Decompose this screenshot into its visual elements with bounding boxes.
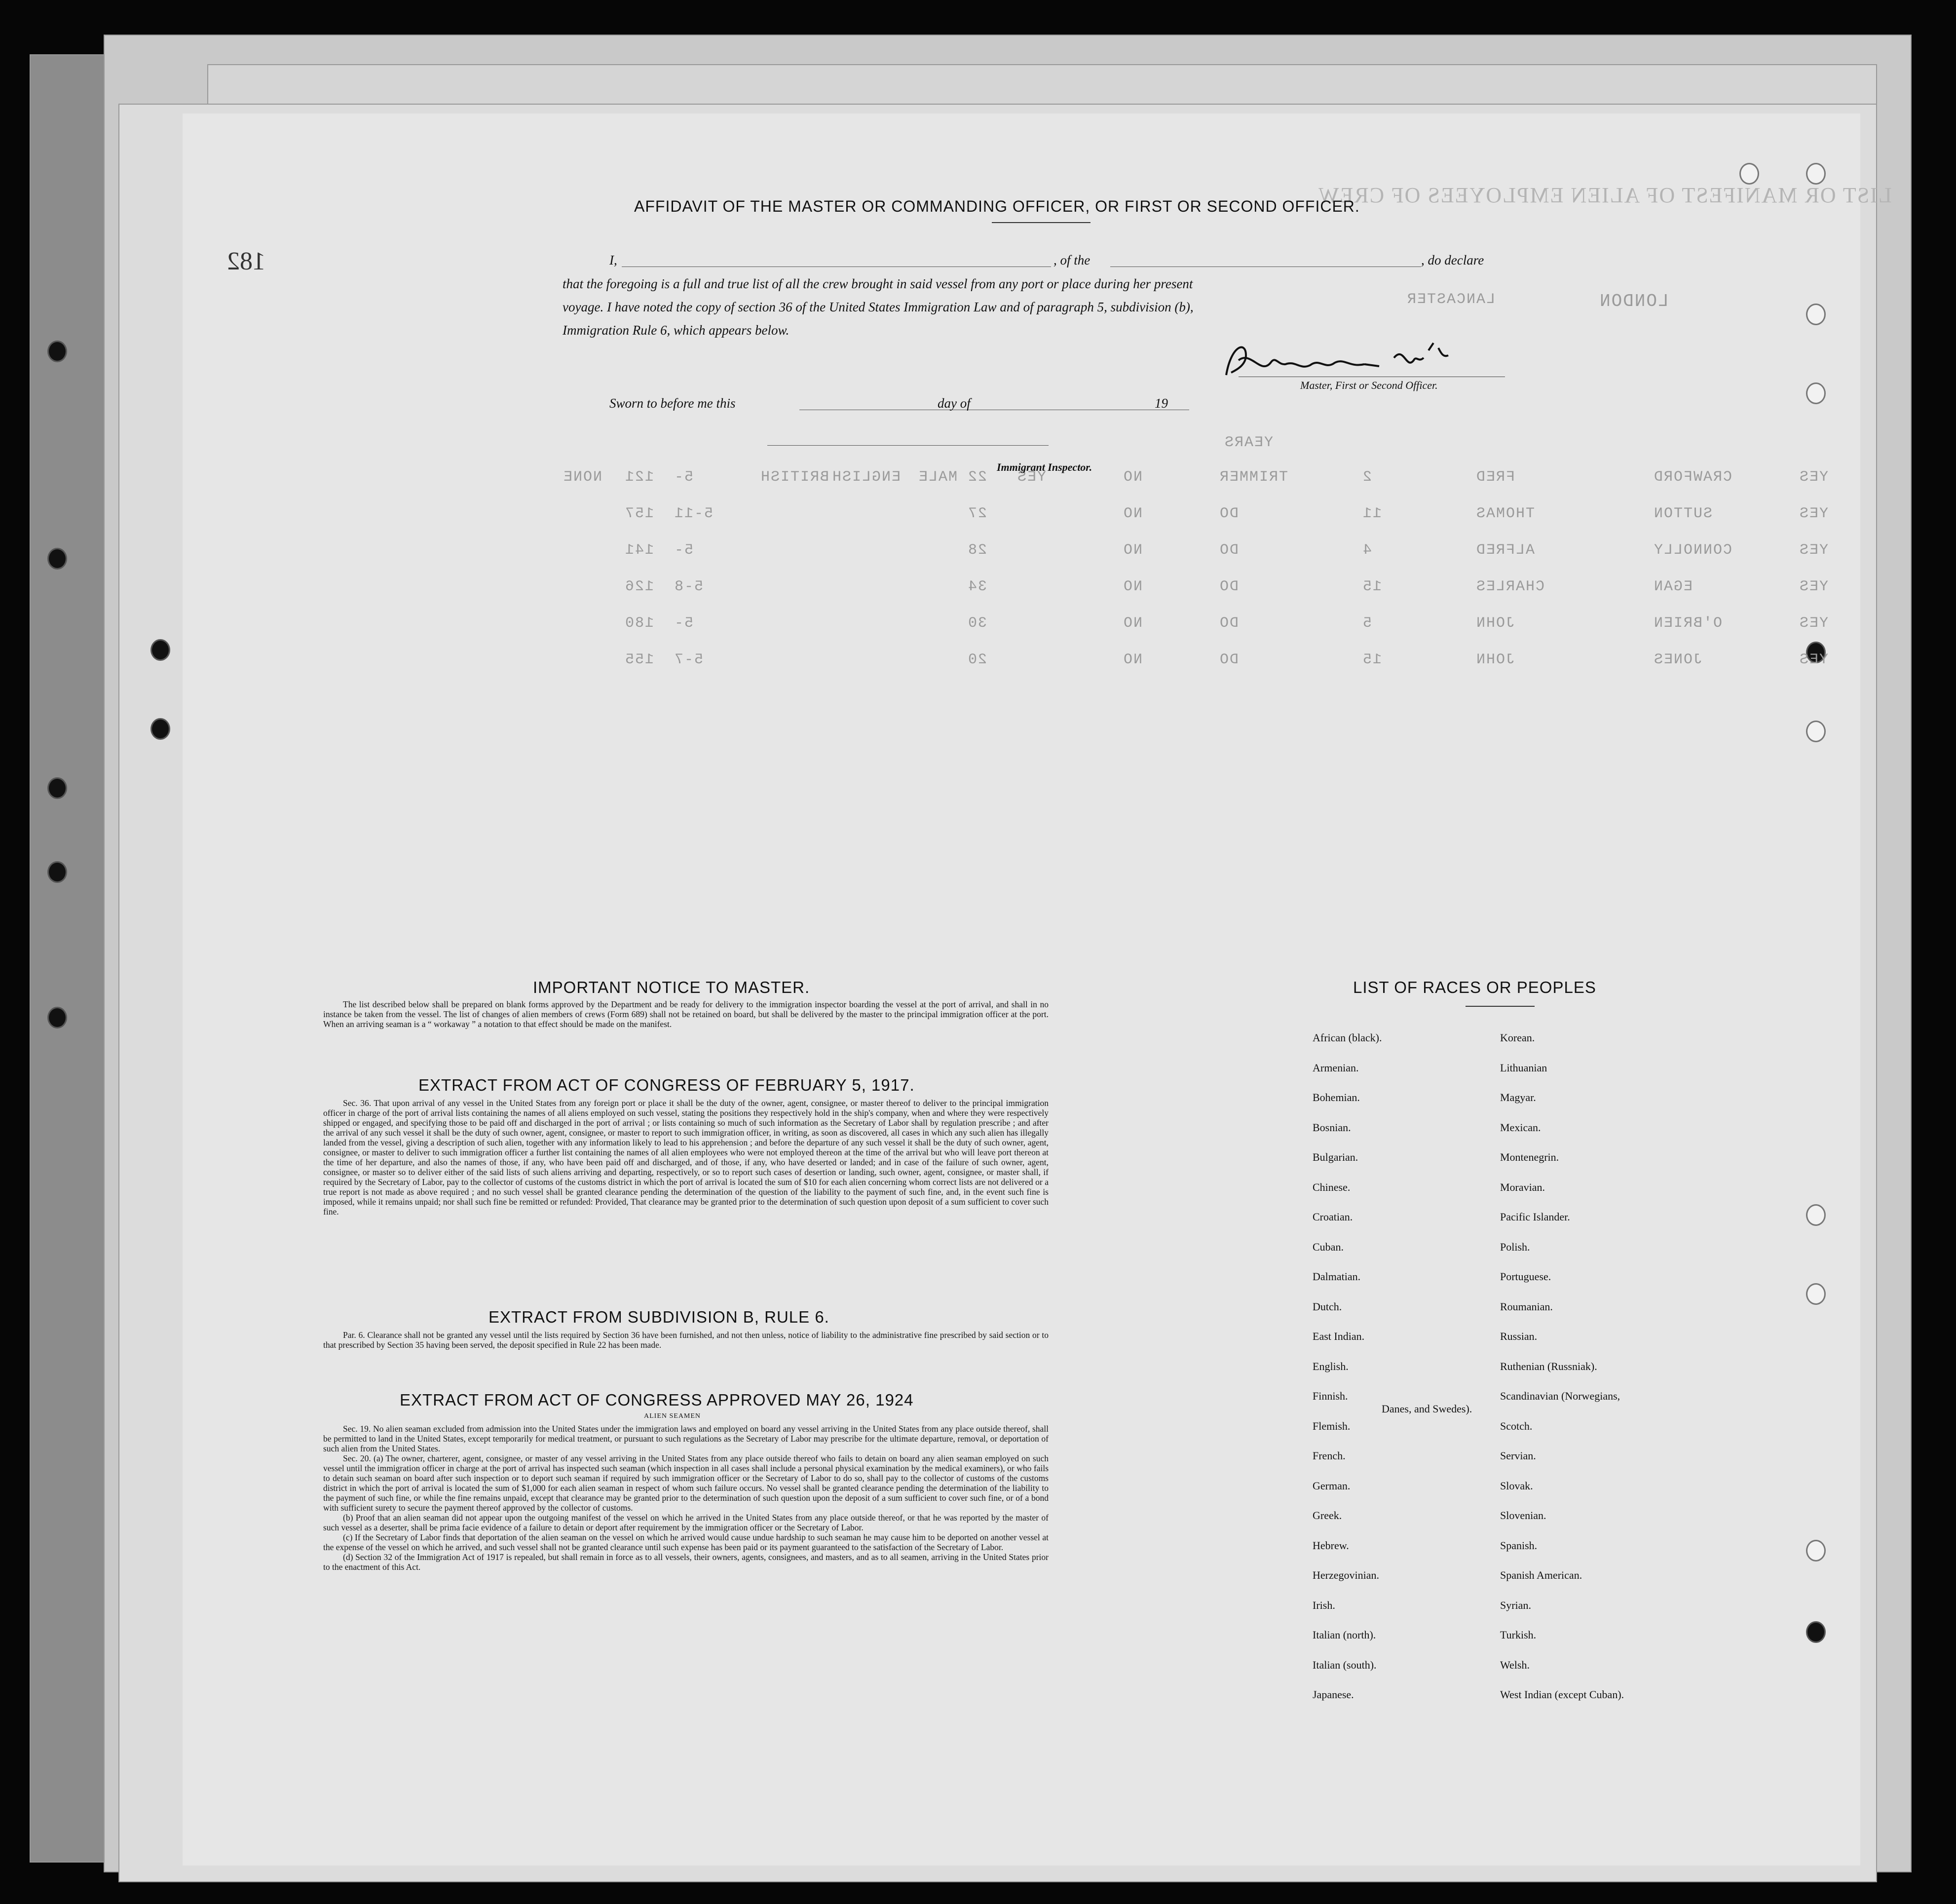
bleed-through-cell: THOMAS: [1475, 505, 1535, 522]
bleed-through-cell: NO: [1123, 578, 1143, 595]
extract-1924-subtitle: ALIEN SEAMEN: [644, 1412, 701, 1420]
race-item: Ruthenian (Russniak).: [1500, 1360, 1597, 1372]
bleed-through-cell: 4: [1362, 542, 1372, 559]
bleed-through-cell: YES: [1799, 651, 1829, 668]
race-item: Dutch.: [1313, 1300, 1342, 1313]
bleed-through-title: LIST OR MANIFEST OF ALIEN EMPLOYEES OF CREW: [1317, 183, 1892, 207]
race-item: Irish.: [1313, 1599, 1335, 1611]
extract-1917-paragraph: Sec. 36. That upon arrival of any vessel in the United States from any foreign port or place it shall be the duty of the owner, agent, consignee, or master thereof to deliver to the principal immigration officer in charge of the port of arrival lists containing the names of all aliens employed on such vessel, stating the positions they respectively hold in the ship's company, when and where they were respectively shipped or engaged, and specifying those to be paid off and discharged in the port of arrival ; or lists containing so much of such information as the Secretary of Labor shall by regulation prescribe ; and after the arrival of any such vessel it shall be the duty of such owner, agent, consignee, or master to report to such immigration officer, in writing, as soon as discovered, all cases in which any such alien has illegally landed from the vessel, giving a description of such alien, together with any information likely to lead to his apprehension ; and before the departure of any such vessel it shall be the duty of such owner, agent, consignee, or master to deliver to such immigration officer a further list containing the names of all alien employees who were not employed thereon at the time of the arrival but who will leave port thereon at the time of her departure, and also the names of those, if any, who have been paid off and discharged, and of those, if any, who have deserted or landed; and in case of the failure of such owner, agent, consignee, or master so to deliver either of the said lists of such aliens arriving and departing, respectively, or so to report such cases of desertion or landing, such owner, agent, consignee, or master shall, if required by the Secretary of Labor, pay to the collector of customs of the customs district in which the port of arrival is located the sum of $10 for each alien concerning whom correct lists are not delivered or a true report is not made as above required ; and no such vessel shall be granted clearance pending the determination of the question of the liability to the payment of such fine, and, in the event such fine is imposed, while it remains unpaid; nor shall such fine be remitted or refunded: Provided, That clearance may be granted prior to the determination of such question upon deposit of a sum sufficient to cover such fine.: [323, 1098, 1049, 1217]
race-item: Italian (south).: [1313, 1658, 1377, 1671]
punch-hole: [1806, 1204, 1826, 1226]
punch-hole: [1739, 163, 1759, 185]
bleed-through-cell: 34: [967, 578, 987, 595]
race-item: Greek.: [1313, 1509, 1342, 1522]
bleed-through-cell: BRITISH: [760, 469, 829, 486]
race-item: Polish.: [1500, 1240, 1530, 1253]
bleed-through-cell: 22: [967, 469, 987, 486]
race-item: Portuguese.: [1500, 1270, 1551, 1283]
binder-hole: [47, 548, 67, 570]
race-item: Korean.: [1500, 1031, 1535, 1044]
binder-hole: [47, 861, 67, 883]
bleed-through-cell: 121: [624, 469, 654, 486]
bleed-through-cell: JOHN: [1475, 651, 1515, 668]
signature-caption: Master, First or Second Officer.: [1300, 379, 1438, 391]
race-item: Croatian.: [1313, 1211, 1353, 1223]
race-item: Bohemian.: [1313, 1091, 1360, 1104]
bleed-through-cell: YES: [1016, 469, 1047, 486]
bleed-through-cell: O'BRIEN: [1653, 615, 1723, 632]
bleed-through-cell: NO: [1123, 469, 1143, 486]
bleed-through-cell: YES: [1799, 615, 1829, 632]
affidavit-title: AFFIDAVIT OF THE MASTER OR COMMANDING OFFICER, OR FIRST OR SECOND OFFICER.: [634, 197, 1360, 215]
race-item: Italian (north).: [1313, 1629, 1376, 1641]
bleed-through-cell: CHARLES: [1475, 578, 1545, 595]
bleed-through-cell: 30: [967, 615, 987, 632]
bleed-through-cell: NONE: [563, 469, 602, 486]
race-item: Magyar.: [1500, 1091, 1536, 1104]
bleed-through-cell: ALFRED: [1475, 542, 1535, 559]
bleed-through-cell: FRED: [1475, 469, 1515, 486]
bleed-through-text: LONDON: [1599, 291, 1669, 311]
bleed-through-cell: SUTTON: [1653, 505, 1713, 522]
bleed-through-cell: 5-: [674, 469, 694, 486]
bleed-through-cell: 15: [1362, 651, 1382, 668]
race-item: Flemish.: [1313, 1419, 1351, 1432]
bleed-through-cell: DO: [1219, 615, 1239, 632]
affidavit-line: that the foregoing is a full and true list of all the crew brought in said vessel from any port or place during her present: [563, 276, 1193, 291]
binder-hole: [47, 1007, 67, 1028]
race-item: German.: [1313, 1479, 1351, 1492]
bleed-through-cell: 5-: [674, 542, 694, 559]
bleed-through-row: [419, 651, 1829, 671]
bleed-through-cell: 5-11: [674, 505, 714, 522]
bleed-through-cell: CONNOLLY: [1653, 542, 1732, 559]
bleed-through-text: YEARS: [1224, 434, 1274, 451]
bleed-through-cell: 2: [1362, 469, 1372, 486]
race-item: Bulgarian.: [1313, 1151, 1358, 1163]
punch-hole: [1806, 1283, 1826, 1305]
extract-rule6-title: EXTRACT FROM SUBDIVISION B, RULE 6.: [489, 1308, 829, 1326]
bleed-through-cell: CRAWFORD: [1653, 469, 1732, 486]
bleed-through-cell: TRIMMER: [1219, 469, 1288, 486]
punch-hole: [1806, 721, 1826, 742]
bleed-through-cell: 141: [624, 542, 654, 559]
sworn-text: Sworn to before me this: [609, 396, 736, 411]
extract-1924-paragraph: Sec. 20. (a) The owner, charterer, agent, consignee, or master of any vessel arriving in the United States from any place outside thereof who fails to detain on board any alien seaman employed on such vessel until the immigration officer in charge at the port of arrival has inspected such seaman (which inspection in all cases shall include a personal physical examination by the medical examiners), or who fails to detain such seaman on board after such inspection or to deport such seaman if required by such immigration officer or the Secretary of Labor to do so, shall pay to the collector of customs of the customs district in which the port of arrival is located the sum of $1,000 for each alien seaman in respect of whom such failure occurs. No vessel shall be granted clearance pending the determination of the liability to the payment of such fine, or while the fine remains unpaid, except that clearance may be granted prior to the determination of such question upon the deposit of a sum sufficient to cover such fine, or of a bond with sufficient surety to secure the payment thereof approved by the collector of customs.: [323, 1453, 1049, 1513]
binder-hole: [150, 639, 170, 661]
extract-rule6-paragraph: Par. 6. Clearance shall not be granted any vessel until the lists required by Section 36 have been furnished, and not then unless, notice of liability to the administrative fine prescribed by said section or to that prescribed by Section 35 having been served, the deposit specified in Rule 22 has been made.: [323, 1330, 1049, 1350]
inspector-caption: Immigrant Inspector.: [997, 461, 1092, 473]
extract-1924-title: EXTRACT FROM ACT OF CONGRESS APPROVED MAY 26, 1924: [400, 1391, 914, 1409]
bleed-through-cell: 157: [624, 505, 654, 522]
race-item: African (black).: [1313, 1031, 1382, 1044]
notice-body: [323, 999, 1049, 1029]
year-text: 19: [1155, 396, 1168, 411]
bleed-through-cell: YES: [1799, 542, 1829, 559]
bleed-through-cell: JOHN: [1475, 615, 1515, 632]
bleed-through-cell: 5-8: [674, 578, 704, 595]
affidavit-line: voyage. I have noted the copy of section 36 of the United States Immigration Law and of paragraph 5, subdivision (b),: [563, 300, 1194, 314]
punch-hole: [1806, 1621, 1826, 1643]
bleed-through-cell: 5-7: [674, 651, 704, 668]
extract-rule6-body: [323, 1330, 1049, 1350]
race-item: Dalmatian.: [1313, 1270, 1361, 1283]
affidavit-i: I,: [609, 253, 617, 267]
race-item: Russian.: [1500, 1330, 1538, 1342]
race-item: Mexican.: [1500, 1121, 1541, 1134]
divider: [992, 222, 1091, 223]
bleed-through-cell: MALE: [918, 469, 958, 486]
bleed-through-cell: 20: [967, 651, 987, 668]
bleed-through-cell: EGAN: [1653, 578, 1693, 595]
race-item: Scandinavian (Norwegians,: [1500, 1390, 1620, 1402]
divider: [1466, 1006, 1535, 1007]
race-item: Turkish.: [1500, 1629, 1537, 1641]
bleed-through-cell: JONES: [1653, 651, 1703, 668]
race-item: East Indian.: [1313, 1330, 1365, 1342]
race-item: French.: [1313, 1449, 1346, 1462]
bleed-through-row: [419, 505, 1829, 525]
binder-hole: [47, 341, 67, 362]
affidavit-of-the: , of the: [1053, 253, 1091, 267]
bleed-through-cell: 11: [1362, 505, 1382, 522]
bleed-through-cell: 180: [624, 615, 654, 632]
race-item: Welsh.: [1500, 1658, 1530, 1671]
race-item: Herzegovinian.: [1313, 1569, 1379, 1581]
bleed-through-cell: DO: [1219, 505, 1239, 522]
race-item: Hebrew.: [1313, 1539, 1349, 1552]
race-item: Servian.: [1500, 1449, 1536, 1462]
race-item: Pacific Islander.: [1500, 1211, 1570, 1223]
race-item: Slovak.: [1500, 1479, 1533, 1492]
race-item: Slovenian.: [1500, 1509, 1546, 1522]
race-item: Montenegrin.: [1500, 1151, 1559, 1163]
bleed-through-cell: 28: [967, 542, 987, 559]
extract-1924-paragraph: Sec. 19. No alien seaman excluded from admission into the United States under the immigration laws and employed on board any vessel arriving in the United States from any place outside thereof, shall be permitted to land in the United States, except temporarily for medical treatment, or pursuant to such regulations as the Secretary of Labor may prescribe for the ultimate departure, removal, or deportation of such alien from the United States.: [323, 1424, 1049, 1453]
bleed-through-row: [419, 615, 1829, 635]
bleed-through-cell: DO: [1219, 651, 1239, 668]
bleed-through-cell: YES: [1799, 469, 1829, 486]
extract-1924-body: [323, 1424, 1049, 1572]
bleed-through-cell: NO: [1123, 542, 1143, 559]
race-item: Armenian.: [1313, 1061, 1359, 1074]
bleed-through-row: [419, 578, 1829, 598]
race-item: Moravian.: [1500, 1180, 1545, 1193]
extract-1917-body: [323, 1098, 1049, 1217]
bleed-through-cell: 126: [624, 578, 654, 595]
signature-text: R Allen: [1219, 387, 1221, 388]
bleed-through-cell: NO: [1123, 505, 1143, 522]
bleed-through-cell: 5-: [674, 615, 694, 632]
punch-hole: [1806, 163, 1826, 185]
bleed-through-cell: 15: [1362, 578, 1382, 595]
bleed-through-text: LANCASTER: [1406, 291, 1496, 308]
race-item: Scotch.: [1500, 1419, 1533, 1432]
extract-1924-paragraph: (c) If the Secretary of Labor finds that deportation of the alien seaman on the vessel on which he arrived would cause undue hardship to such seaman he may cause him to be deported on another vessel at the expense of the vessel on which he arrived, and such vessel shall not be granted clearance until such expense has been paid or its payment guaranteed to the satisfaction of the Secretary of Labor.: [323, 1532, 1049, 1552]
punch-hole: [1806, 1540, 1826, 1561]
extract-1924-paragraph: (d) Section 32 of the Immigration Act of 1917 is repealed, but shall remain in force as to all vessels, their owners, agents, consignees, and masters, and as to all seamen, arriving in the United States prior to the enactment of this Act.: [323, 1552, 1049, 1572]
day-of-text: day of: [938, 396, 971, 411]
binder-hole: [47, 777, 67, 799]
race-item: Finnish.: [1313, 1390, 1348, 1402]
race-item: Bosnian.: [1313, 1121, 1351, 1134]
extract-1924-paragraph: (b) Proof that an alien seaman did not appear upon the outgoing manifest of the vessel on which he arrived in the United States from any place outside thereof, or that he was reported by the master of such vessel as a deserter, shall be prima facie evidence of a failure to detain or deport after requirement by the immigration officer or the Secretary of Labor.: [323, 1513, 1049, 1532]
punch-hole: [1806, 304, 1826, 325]
inspector-line: [767, 445, 1049, 446]
punch-hole: [1806, 382, 1826, 404]
race-item: Lithuanian: [1500, 1061, 1547, 1074]
bleed-through-cell: NO: [1123, 615, 1143, 632]
race-item: Japanese.: [1313, 1688, 1354, 1701]
race-item: Spanish.: [1500, 1539, 1538, 1552]
affidavit-do-declare: , do declare: [1421, 253, 1484, 267]
race-item: Cuban.: [1313, 1240, 1344, 1253]
race-item: Chinese.: [1313, 1180, 1351, 1193]
bleed-through-cell: 155: [624, 651, 654, 668]
page-number: 182: [227, 247, 265, 275]
bleed-through-cell: DO: [1219, 578, 1239, 595]
race-item: Syrian.: [1500, 1599, 1531, 1611]
affidavit-line: Immigration Rule 6, which appears below.: [563, 323, 790, 338]
bleed-through-cell: YES: [1799, 505, 1829, 522]
notice-title: IMPORTANT NOTICE TO MASTER.: [533, 978, 810, 996]
bleed-through-cell: ENGLISH: [831, 469, 901, 486]
race-item: Spanish American.: [1500, 1569, 1582, 1581]
race-item: West Indian (except Cuban).: [1500, 1688, 1624, 1701]
race-item: Danes, and Swedes).: [1382, 1403, 1472, 1415]
notice-paragraph: The list described below shall be prepared on blank forms approved by the Department and be ready for delivery to the immigration inspector boarding the vessel at the port of arrival, and shall in no instance be taken from the vessel. The list of changes of alien members of crews (Form 689) shall not be retained on board, but shall be delivered by the master to the principal immigration officer at the port. When an arriving seaman is a “ workaway ” a notation to that effect should be made on the manifest.: [323, 999, 1049, 1029]
form-page: [183, 114, 1892, 1866]
race-item: Roumanian.: [1500, 1300, 1553, 1313]
binder-hole: [150, 718, 170, 740]
bleed-through-cell: 27: [967, 505, 987, 522]
race-item: English.: [1313, 1360, 1349, 1372]
bleed-through-cell: NO: [1123, 651, 1143, 668]
bleed-through-cell: 5: [1362, 615, 1372, 632]
extract-1917-title: EXTRACT FROM ACT OF CONGRESS OF FEBRUARY 5, 1917.: [418, 1076, 915, 1094]
bleed-through-cell: DO: [1219, 542, 1239, 559]
bleed-through-cell: YES: [1799, 578, 1829, 595]
races-title: LIST OF RACES OR PEOPLES: [1353, 978, 1596, 996]
bleed-through-row: [419, 542, 1829, 562]
